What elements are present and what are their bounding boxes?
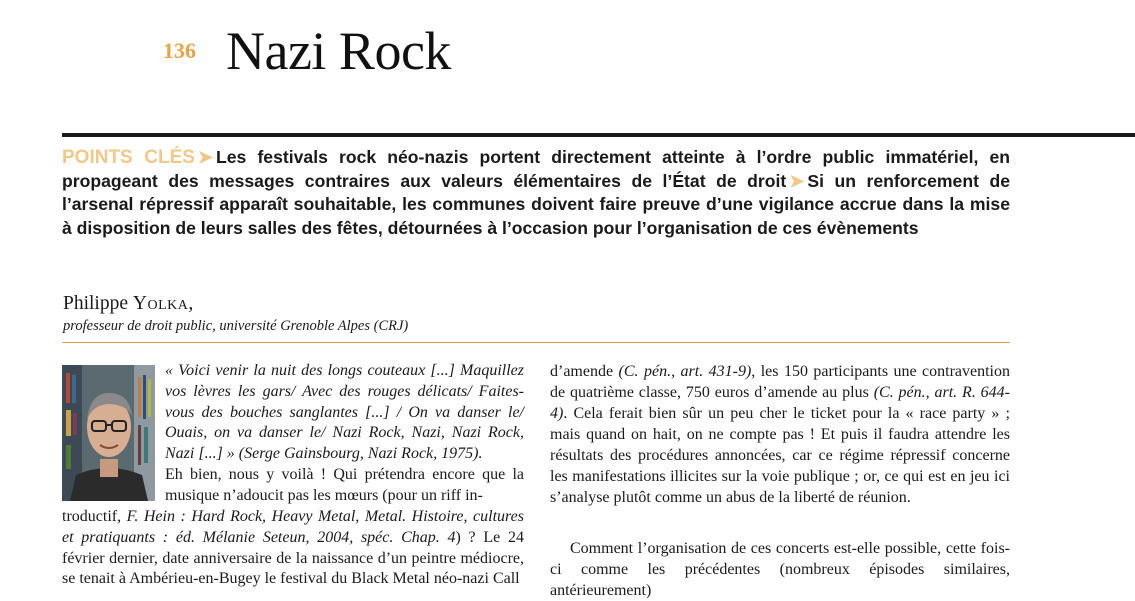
author-first-name: Philippe	[63, 293, 129, 314]
page-number: 136	[163, 38, 196, 63]
author-suffix: ,	[188, 293, 194, 314]
text-run: . Cela ferait bien sûr un peu cher le ticket pour la « race party » ; mais quand on hait, on ne compte pas ! Et puis il faudra attendre les résultats des procédures annoncées, car ce régime répressif concerne les manifestations illicites sur la voie publique ; or, ce qui est en jeu ici s’analyse plutôt comme un abus de la liberté de réunion.	[550, 405, 1010, 506]
arrow-icon: ➤	[789, 170, 805, 191]
author-photo	[62, 365, 155, 501]
key-point-2: Si un renforcement de l’arsenal répressif apparaît souhaitable, les communes doivent faire preuve d’une vigilance accrue dans la mise à disposition de leurs salles des fêtes, détournées à l’occasion pour l’organisation de ces évènements	[62, 170, 1010, 238]
author-name	[63, 293, 193, 315]
author-portrait-image	[62, 365, 155, 501]
citation: F. Hein : Hard Rock, Heavy Metal, Metal. Histoire, cultures et pratiquants : éd. Mélanie Seteun, 2004, spéc. Chap. 4	[62, 508, 525, 546]
title-rule	[62, 133, 1135, 137]
article-right-paragraph-2: Comment l’organisation de ces concerts est-elle possible, cette fois-ci comme les précédentes (nombreux épisodes similaires, antérieurement)	[550, 540, 1010, 599]
text-run: , les 150 participants une contravention de quatrième classe, 750 euros d’amende au plus	[550, 363, 1011, 401]
key-points-box	[62, 146, 1010, 240]
arrow-icon: ➤	[197, 147, 214, 167]
article-paragraph-1-cont	[62, 507, 524, 590]
text-run: troductif,	[62, 508, 127, 525]
page-title: Nazi Rock	[226, 21, 451, 81]
epigraph-quote: « Voici venir la nuit des longs couteaux [...] Maquillez vos lèvres les gars/ Avec des rouges délicats/ Faites-vous des bouches sanglantes [...] / On va danser le/ Ouais, on va danser le/ Nazi Rock, Nazi, Nazi Rock, Nazi [...] » (Serge Gainsbourg, Nazi Rock, 1975).	[165, 362, 524, 463]
citation: (C. pén., art. 431-9)	[618, 363, 752, 380]
article-paragraph-1-start: Eh bien, nous y voilà ! Qui prétendra encore que la musique n’adoucit pas les mœurs (pour un riff in-	[165, 466, 524, 504]
author-affiliation: professeur de droit public, université Grenoble Alpes (CRJ)	[63, 318, 409, 334]
text-run: d’amende	[550, 363, 619, 380]
author-last-name: Yolka	[132, 293, 189, 314]
article-right-paragraph-1	[550, 361, 1010, 508]
text-run: ) ? Le 24 février dernier, date anniversaire de la naissance d’un peintre médiocre, se tenait à Ambérieu-en-Bugey le festival du Black Metal néo-nazi Call	[62, 528, 524, 588]
citation: (C. pén., art. R. 644-4)	[550, 384, 1011, 422]
key-points-label: POINTS CLÉS	[62, 147, 195, 168]
key-point-1: Les festivals rock néo-nazis portent directement atteinte à l’ordre public immatériel, en propageant des messages contraires aux valeurs élémentaires de l’État de droit	[62, 147, 1010, 191]
author-rule	[62, 342, 1010, 343]
